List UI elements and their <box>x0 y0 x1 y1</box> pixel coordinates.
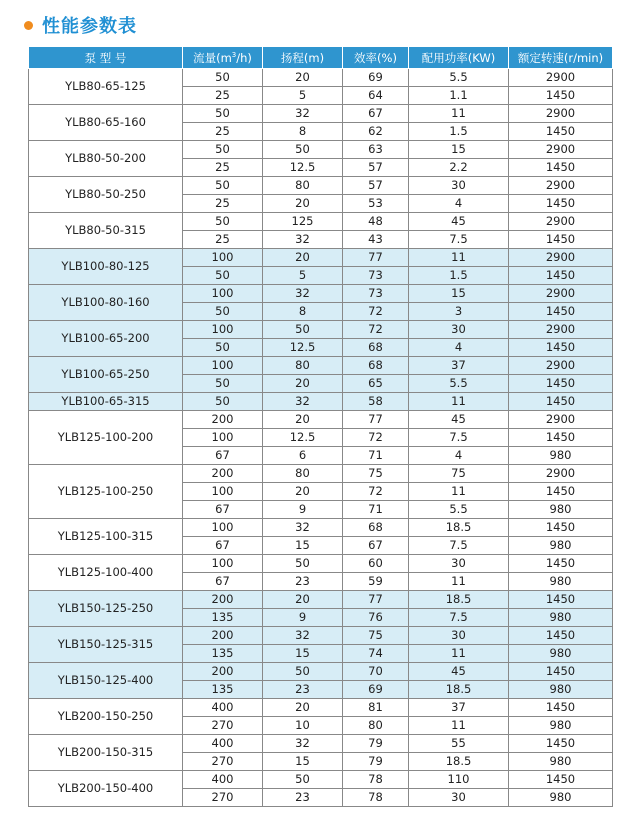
cell-efficiency: 72 <box>343 483 409 501</box>
cell-head: 23 <box>263 789 343 807</box>
cell-head: 10 <box>263 717 343 735</box>
cell-flow: 100 <box>183 519 263 537</box>
cell-head: 80 <box>263 357 343 375</box>
cell-flow: 67 <box>183 537 263 555</box>
cell-power: 4 <box>409 339 509 357</box>
cell-efficiency: 65 <box>343 375 409 393</box>
cell-power: 7.5 <box>409 609 509 627</box>
cell-model: YLB200-150-250 <box>29 699 183 735</box>
cell-speed: 1450 <box>509 429 613 447</box>
cell-efficiency: 73 <box>343 285 409 303</box>
cell-power: 45 <box>409 663 509 681</box>
cell-power: 11 <box>409 645 509 663</box>
cell-power: 55 <box>409 735 509 753</box>
cell-flow: 67 <box>183 447 263 465</box>
cell-efficiency: 43 <box>343 231 409 249</box>
cell-head: 12.5 <box>263 429 343 447</box>
table-row <box>29 321 613 339</box>
cell-efficiency: 68 <box>343 519 409 537</box>
table-row <box>29 69 613 87</box>
cell-model: YLB150-125-250 <box>29 591 183 627</box>
cell-power: 75 <box>409 465 509 483</box>
cell-head: 20 <box>263 483 343 501</box>
cell-flow: 135 <box>183 645 263 663</box>
cell-speed: 2900 <box>509 357 613 375</box>
cell-efficiency: 58 <box>343 393 409 411</box>
cell-efficiency: 79 <box>343 753 409 771</box>
cell-flow: 100 <box>183 429 263 447</box>
cell-head: 20 <box>263 699 343 717</box>
cell-head: 125 <box>263 213 343 231</box>
cell-speed: 1450 <box>509 231 613 249</box>
cell-head: 9 <box>263 501 343 519</box>
cell-speed: 2900 <box>509 141 613 159</box>
cell-power: 18.5 <box>409 753 509 771</box>
cell-head: 20 <box>263 411 343 429</box>
cell-speed: 1450 <box>509 303 613 321</box>
cell-speed: 1450 <box>509 735 613 753</box>
table-row <box>29 213 613 231</box>
cell-efficiency: 75 <box>343 627 409 645</box>
cell-flow: 100 <box>183 285 263 303</box>
cell-efficiency: 59 <box>343 573 409 591</box>
cell-speed: 1450 <box>509 483 613 501</box>
cell-head: 80 <box>263 177 343 195</box>
cell-efficiency: 80 <box>343 717 409 735</box>
cell-efficiency: 70 <box>343 663 409 681</box>
cell-power: 4 <box>409 195 509 213</box>
cell-head: 15 <box>263 753 343 771</box>
cell-flow: 67 <box>183 573 263 591</box>
cell-power: 37 <box>409 357 509 375</box>
table-row <box>29 519 613 537</box>
cell-speed: 2900 <box>509 285 613 303</box>
cell-head: 15 <box>263 645 343 663</box>
cell-power: 4 <box>409 447 509 465</box>
cell-head: 32 <box>263 285 343 303</box>
cell-head: 32 <box>263 393 343 411</box>
cell-speed: 1450 <box>509 339 613 357</box>
cell-head: 9 <box>263 609 343 627</box>
cell-flow: 50 <box>183 141 263 159</box>
cell-model: YLB80-65-125 <box>29 69 183 105</box>
cell-flow: 67 <box>183 501 263 519</box>
cell-efficiency: 67 <box>343 537 409 555</box>
cell-flow: 100 <box>183 321 263 339</box>
header-row <box>29 47 613 69</box>
cell-head: 20 <box>263 249 343 267</box>
cell-flow: 50 <box>183 105 263 123</box>
cell-head: 50 <box>263 663 343 681</box>
cell-flow: 25 <box>183 87 263 105</box>
cell-speed: 1450 <box>509 663 613 681</box>
cell-speed: 980 <box>509 573 613 591</box>
cell-model: YLB80-50-250 <box>29 177 183 213</box>
cell-head: 20 <box>263 195 343 213</box>
cell-flow: 270 <box>183 753 263 771</box>
cell-flow: 50 <box>183 69 263 87</box>
cell-efficiency: 76 <box>343 609 409 627</box>
cell-power: 30 <box>409 177 509 195</box>
cell-efficiency: 48 <box>343 213 409 231</box>
bullet-dot-icon <box>24 21 33 30</box>
cell-speed: 2900 <box>509 213 613 231</box>
cell-power: 3 <box>409 303 509 321</box>
cell-speed: 1450 <box>509 627 613 645</box>
cell-efficiency: 63 <box>343 141 409 159</box>
cell-power: 11 <box>409 483 509 501</box>
cell-model: YLB100-65-200 <box>29 321 183 357</box>
cell-speed: 980 <box>509 501 613 519</box>
cell-speed: 980 <box>509 537 613 555</box>
cell-speed: 980 <box>509 789 613 807</box>
header-head: 扬程(m) <box>263 47 343 69</box>
cell-efficiency: 73 <box>343 267 409 285</box>
cell-flow: 400 <box>183 735 263 753</box>
header-flow-suffix: /h) <box>236 50 252 65</box>
table-row <box>29 771 613 789</box>
cell-head: 15 <box>263 537 343 555</box>
table-row <box>29 411 613 429</box>
cell-flow: 50 <box>183 267 263 285</box>
cell-head: 20 <box>263 591 343 609</box>
cell-head: 50 <box>263 555 343 573</box>
cell-speed: 2900 <box>509 69 613 87</box>
cell-flow: 200 <box>183 663 263 681</box>
cell-model: YLB150-125-400 <box>29 663 183 699</box>
cell-head: 8 <box>263 123 343 141</box>
cell-efficiency: 68 <box>343 357 409 375</box>
cell-power: 18.5 <box>409 519 509 537</box>
cell-speed: 1450 <box>509 195 613 213</box>
cell-speed: 1450 <box>509 87 613 105</box>
cell-speed: 2900 <box>509 465 613 483</box>
cell-efficiency: 71 <box>343 501 409 519</box>
cell-power: 30 <box>409 321 509 339</box>
cell-power: 7.5 <box>409 231 509 249</box>
cell-flow: 25 <box>183 231 263 249</box>
header-flow <box>183 47 263 69</box>
cell-power: 11 <box>409 573 509 591</box>
cell-efficiency: 77 <box>343 591 409 609</box>
cell-head: 23 <box>263 681 343 699</box>
header-flow-sup: 3 <box>231 50 237 59</box>
cell-head: 50 <box>263 321 343 339</box>
cell-efficiency: 77 <box>343 411 409 429</box>
cell-power: 45 <box>409 213 509 231</box>
cell-model: YLB200-150-315 <box>29 735 183 771</box>
cell-efficiency: 79 <box>343 735 409 753</box>
header-speed: 额定转速(r/min) <box>509 47 613 69</box>
cell-flow: 100 <box>183 555 263 573</box>
cell-power: 37 <box>409 699 509 717</box>
cell-efficiency: 69 <box>343 69 409 87</box>
cell-head: 5 <box>263 267 343 285</box>
cell-efficiency: 68 <box>343 339 409 357</box>
cell-power: 7.5 <box>409 429 509 447</box>
cell-power: 2.2 <box>409 159 509 177</box>
cell-efficiency: 74 <box>343 645 409 663</box>
cell-power: 11 <box>409 717 509 735</box>
cell-speed: 980 <box>509 753 613 771</box>
cell-flow: 135 <box>183 609 263 627</box>
cell-flow: 400 <box>183 771 263 789</box>
cell-efficiency: 72 <box>343 321 409 339</box>
title-bar <box>24 12 137 38</box>
cell-head: 32 <box>263 735 343 753</box>
cell-model: YLB125-100-200 <box>29 411 183 465</box>
cell-speed: 980 <box>509 681 613 699</box>
cell-speed: 1450 <box>509 771 613 789</box>
cell-speed: 1450 <box>509 519 613 537</box>
cell-flow: 270 <box>183 789 263 807</box>
cell-power: 11 <box>409 393 509 411</box>
cell-speed: 2900 <box>509 249 613 267</box>
cell-speed: 1450 <box>509 123 613 141</box>
cell-head: 23 <box>263 573 343 591</box>
cell-power: 1.5 <box>409 123 509 141</box>
cell-flow: 270 <box>183 717 263 735</box>
cell-flow: 400 <box>183 699 263 717</box>
cell-efficiency: 77 <box>343 249 409 267</box>
cell-flow: 50 <box>183 177 263 195</box>
cell-flow: 25 <box>183 159 263 177</box>
cell-flow: 100 <box>183 483 263 501</box>
cell-speed: 2900 <box>509 105 613 123</box>
table-row <box>29 141 613 159</box>
cell-flow: 100 <box>183 357 263 375</box>
cell-efficiency: 71 <box>343 447 409 465</box>
cell-efficiency: 60 <box>343 555 409 573</box>
cell-flow: 200 <box>183 591 263 609</box>
cell-efficiency: 67 <box>343 105 409 123</box>
cell-power: 30 <box>409 789 509 807</box>
cell-efficiency: 62 <box>343 123 409 141</box>
cell-flow: 100 <box>183 249 263 267</box>
cell-model: YLB100-65-250 <box>29 357 183 393</box>
table-row <box>29 285 613 303</box>
cell-model: YLB125-100-315 <box>29 519 183 555</box>
cell-head: 50 <box>263 141 343 159</box>
table-row <box>29 105 613 123</box>
cell-flow: 200 <box>183 465 263 483</box>
table-row <box>29 699 613 717</box>
cell-efficiency: 78 <box>343 771 409 789</box>
cell-speed: 1450 <box>509 555 613 573</box>
cell-power: 11 <box>409 105 509 123</box>
cell-speed: 1450 <box>509 699 613 717</box>
cell-flow: 25 <box>183 123 263 141</box>
cell-efficiency: 78 <box>343 789 409 807</box>
cell-flow: 50 <box>183 393 263 411</box>
cell-efficiency: 69 <box>343 681 409 699</box>
cell-speed: 2900 <box>509 321 613 339</box>
header-power: 配用功率(KW) <box>409 47 509 69</box>
cell-model: YLB80-50-200 <box>29 141 183 177</box>
cell-model: YLB200-150-400 <box>29 771 183 807</box>
cell-flow: 50 <box>183 213 263 231</box>
cell-head: 12.5 <box>263 159 343 177</box>
cell-head: 6 <box>263 447 343 465</box>
header-model: 泵 型 号 <box>29 47 183 69</box>
cell-power: 45 <box>409 411 509 429</box>
cell-power: 11 <box>409 249 509 267</box>
cell-efficiency: 72 <box>343 429 409 447</box>
cell-power: 110 <box>409 771 509 789</box>
cell-head: 32 <box>263 105 343 123</box>
cell-head: 80 <box>263 465 343 483</box>
cell-flow: 25 <box>183 195 263 213</box>
cell-model: YLB80-50-315 <box>29 213 183 249</box>
cell-power: 18.5 <box>409 681 509 699</box>
cell-speed: 1450 <box>509 591 613 609</box>
cell-model: YLB100-80-160 <box>29 285 183 321</box>
cell-speed: 980 <box>509 645 613 663</box>
header-efficiency: 效率(%) <box>343 47 409 69</box>
cell-speed: 980 <box>509 717 613 735</box>
cell-power: 7.5 <box>409 537 509 555</box>
cell-power: 1.1 <box>409 87 509 105</box>
performance-table <box>28 46 613 807</box>
cell-efficiency: 64 <box>343 87 409 105</box>
cell-speed: 2900 <box>509 411 613 429</box>
table-row <box>29 357 613 375</box>
cell-speed: 1450 <box>509 159 613 177</box>
cell-efficiency: 57 <box>343 177 409 195</box>
table-row <box>29 177 613 195</box>
table-body <box>29 69 613 807</box>
cell-power: 30 <box>409 555 509 573</box>
cell-power: 18.5 <box>409 591 509 609</box>
cell-head: 20 <box>263 375 343 393</box>
cell-flow: 135 <box>183 681 263 699</box>
cell-speed: 2900 <box>509 177 613 195</box>
cell-model: YLB150-125-315 <box>29 627 183 663</box>
cell-head: 50 <box>263 771 343 789</box>
table-row <box>29 735 613 753</box>
cell-head: 20 <box>263 69 343 87</box>
cell-flow: 200 <box>183 411 263 429</box>
cell-speed: 1450 <box>509 393 613 411</box>
cell-head: 12.5 <box>263 339 343 357</box>
table-row <box>29 591 613 609</box>
cell-power: 1.5 <box>409 267 509 285</box>
cell-head: 32 <box>263 519 343 537</box>
cell-speed: 980 <box>509 447 613 465</box>
cell-model: YLB100-65-315 <box>29 393 183 411</box>
cell-power: 5.5 <box>409 69 509 87</box>
cell-head: 5 <box>263 87 343 105</box>
cell-flow: 50 <box>183 303 263 321</box>
cell-model: YLB125-100-250 <box>29 465 183 519</box>
cell-flow: 200 <box>183 627 263 645</box>
table-row <box>29 393 613 411</box>
cell-efficiency: 72 <box>343 303 409 321</box>
cell-flow: 50 <box>183 375 263 393</box>
cell-model: YLB80-65-160 <box>29 105 183 141</box>
cell-speed: 1450 <box>509 267 613 285</box>
page-title: 性能参数表 <box>42 16 137 37</box>
header-flow-prefix: 流量(m <box>193 50 232 65</box>
cell-head: 32 <box>263 231 343 249</box>
cell-model: YLB125-100-400 <box>29 555 183 591</box>
cell-power: 30 <box>409 627 509 645</box>
table-row <box>29 465 613 483</box>
cell-power: 15 <box>409 285 509 303</box>
cell-flow: 50 <box>183 339 263 357</box>
cell-power: 5.5 <box>409 375 509 393</box>
cell-speed: 980 <box>509 609 613 627</box>
cell-efficiency: 57 <box>343 159 409 177</box>
cell-speed: 1450 <box>509 375 613 393</box>
cell-efficiency: 81 <box>343 699 409 717</box>
cell-power: 15 <box>409 141 509 159</box>
cell-model: YLB100-80-125 <box>29 249 183 285</box>
cell-efficiency: 75 <box>343 465 409 483</box>
table-row <box>29 627 613 645</box>
table-row <box>29 249 613 267</box>
cell-efficiency: 53 <box>343 195 409 213</box>
cell-head: 32 <box>263 627 343 645</box>
cell-head: 8 <box>263 303 343 321</box>
cell-power: 5.5 <box>409 501 509 519</box>
table-row <box>29 555 613 573</box>
table-row <box>29 663 613 681</box>
